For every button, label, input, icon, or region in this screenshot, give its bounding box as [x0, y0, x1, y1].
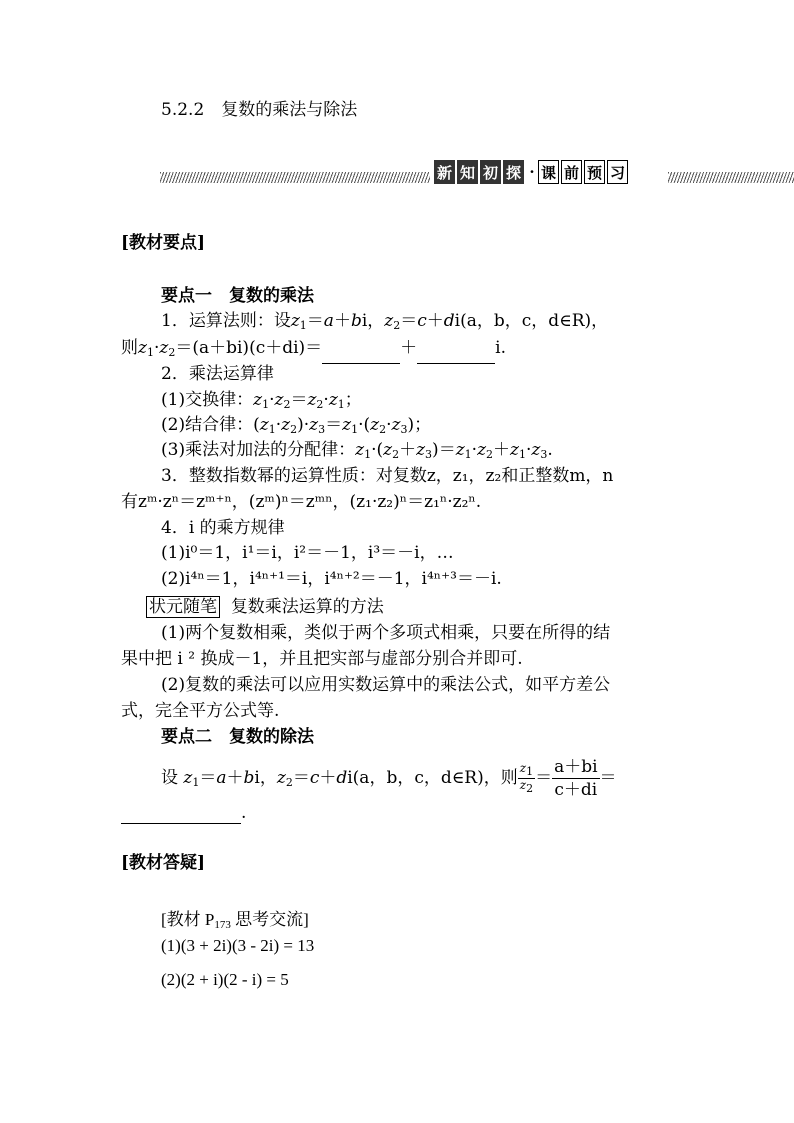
text: i: [254, 768, 260, 788]
tip-label: 状元随笔: [146, 596, 220, 618]
point-one-title: 要点一 复数的乘法: [161, 286, 314, 306]
text: d: [336, 768, 348, 788]
point-two-title: 要点二 复数的除法: [161, 727, 314, 747]
text: z: [309, 415, 319, 435]
text: z: [519, 778, 527, 792]
text: 2: [168, 346, 176, 359]
text: z: [307, 390, 317, 410]
text: b: [350, 311, 362, 331]
text: 1: [299, 319, 307, 332]
text: a: [216, 768, 227, 788]
text: c: [309, 768, 320, 788]
banner-separator: ·: [529, 163, 535, 181]
text: a: [323, 311, 334, 331]
text: z: [370, 415, 380, 435]
text: 1: [364, 448, 372, 461]
text: ＝: [292, 768, 310, 788]
text: z: [519, 761, 527, 775]
section-title: 5.2.2 复数的乘法与除法: [161, 100, 358, 120]
answer-1: (1)(3 + 2i)(3 ‑ 2i) = 13: [161, 936, 315, 955]
text: 2: [393, 319, 401, 332]
text: z: [342, 415, 352, 435]
section-banner: [434, 160, 630, 184]
text: ＝(a＋bi)(c＋di)＝: [175, 338, 323, 358]
text: z: [274, 390, 284, 410]
banner-char: 新: [434, 160, 455, 184]
power-of-i-line2: (2)i⁴ⁿ＝1，i⁴ⁿ⁺¹＝i，i⁴ⁿ⁺²＝－1，i⁴ⁿ⁺³＝－i.: [161, 569, 502, 589]
text: ＝: [400, 311, 418, 331]
banner-char: 预: [584, 160, 605, 184]
text: ＝: [438, 440, 456, 460]
text: 2: [283, 398, 291, 411]
division-line: [161, 756, 617, 801]
text: .: [241, 803, 247, 823]
banner-char: 前: [561, 160, 582, 184]
text: z: [290, 311, 300, 331]
tip-title: 复数乘法运算的方法: [230, 597, 384, 617]
text: z: [355, 440, 365, 460]
distributive-law: (3)乘法对加法的分配律：$z_1\cdot(z_2+z_3)=z_1\cdot z_2+z_1\cdot z_3$.: [161, 440, 553, 461]
text: ＋: [426, 311, 444, 331]
text: ＋: [333, 311, 351, 331]
text: z: [384, 311, 394, 331]
fraction-z1-z2: [518, 762, 535, 795]
text: 1: [262, 398, 270, 411]
text: 1: [526, 765, 534, 778]
banner-char: 习: [607, 160, 628, 184]
text: 2: [526, 782, 534, 795]
text: 1: [519, 448, 526, 461]
text: z: [259, 415, 269, 435]
text: ＋: [226, 768, 244, 788]
text: z: [138, 338, 147, 358]
text: b: [243, 768, 255, 788]
tip-text-1b: 果中把 i ² 换成－1，并且把实部与虚部分别合并即可.: [121, 649, 523, 669]
answer-2: (2)(2 + i)(2 ‑ i) = 5: [161, 970, 289, 989]
text: z: [477, 440, 487, 460]
text: ＝: [199, 768, 217, 788]
laws-title: 2．乘法运算律: [161, 364, 274, 384]
text: 1: [146, 346, 154, 359]
text: ＋: [400, 338, 418, 358]
text: 3: [425, 448, 433, 461]
text: ＋: [399, 440, 417, 460]
text: 2: [379, 423, 387, 436]
text: 思考交流]: [230, 910, 309, 929]
text: 1: [464, 448, 472, 461]
text: 2: [486, 448, 494, 461]
text: 则: [500, 768, 518, 788]
text: ＝: [535, 768, 553, 788]
text: 1: [268, 423, 276, 436]
banner-char: 知: [457, 160, 478, 184]
text: ，: [259, 768, 277, 788]
text: z: [531, 440, 541, 460]
text: 3: [540, 448, 548, 461]
text: z: [455, 440, 465, 460]
text: 2: [290, 423, 298, 436]
exponent-rule-line1: 3．整数指数幂的运算性质：对复数z，z₁，z₂和正整数m，n: [161, 466, 614, 486]
text: 2: [285, 776, 293, 789]
section-heading-points: [教材要点]: [121, 233, 206, 253]
power-of-i-title: 4．i 的乘方规律: [161, 518, 285, 538]
text: ＝: [290, 390, 308, 410]
text: ＋: [319, 768, 337, 788]
fraction-denominator: c＋di: [554, 780, 598, 800]
text: 1: [337, 398, 345, 411]
textbook-reference: [161, 905, 309, 931]
text: ，: [367, 311, 385, 331]
tip-heading: [146, 596, 384, 618]
text: 设: [161, 768, 178, 788]
fraction-numerator: a＋bi: [554, 757, 598, 777]
commutative-law: (1)交换律：$z_1\cdot z_2=z_2\cdot z_1$；: [161, 390, 362, 411]
text: (3)乘法对加法的分配律：: [161, 440, 356, 460]
text: z: [183, 768, 193, 788]
text: [教材 P: [161, 910, 215, 929]
text: z: [391, 415, 401, 435]
associative-law: (2)结合律：$(z_1\cdot z_2)\cdot z_3=z_1\cdot(z_2\cdot z_3)$；: [161, 415, 432, 436]
text: z: [159, 338, 169, 358]
text: 2: [316, 398, 324, 411]
text: z: [276, 768, 286, 788]
text: 3: [318, 423, 326, 436]
answer-blank[interactable]: [322, 348, 400, 364]
banner-char: 课: [538, 160, 559, 184]
text: 3: [400, 423, 408, 436]
power-of-i-line1: (1)i⁰＝1，i¹＝i，i²＝－1，i³＝－i，…: [161, 543, 454, 563]
exponent-rule-line2: 有zᵐ·zⁿ＝zᵐ⁺ⁿ，(zᵐ)ⁿ＝zᵐⁿ，(z₁·z₂)ⁿ＝z₁ⁿ·z₂ⁿ.: [121, 492, 482, 512]
answer-blank[interactable]: [121, 808, 241, 824]
banner-char: 初: [480, 160, 501, 184]
text: 则: [121, 338, 138, 358]
text: d: [443, 311, 455, 331]
text: 2: [392, 448, 400, 461]
text: (1)交换律：: [161, 390, 254, 410]
text: ＝: [599, 768, 617, 788]
text: (2)结合律：: [161, 415, 254, 435]
text: 1: [192, 776, 200, 789]
text: z: [383, 440, 393, 460]
text: 173: [214, 919, 231, 931]
fraction-expression: [552, 756, 599, 801]
tip-text-1a: (1)两个复数相乘，类似于两个多项式相乘，只要在所得的结: [161, 623, 611, 643]
hatch-right: [668, 172, 794, 183]
text: 1．运算法则：设: [161, 311, 291, 331]
text: z: [416, 440, 426, 460]
text: i(a，b，c，d∈R)，: [347, 768, 501, 788]
text: z: [281, 415, 291, 435]
text: z: [328, 390, 338, 410]
mult-rule-line: [161, 310, 608, 337]
text: ＝: [325, 415, 343, 435]
text: i: [361, 311, 368, 331]
text: c: [417, 311, 427, 331]
hatch-left: [160, 172, 430, 183]
text: i(a，b，c，d∈R)，: [454, 311, 609, 331]
text: z: [510, 440, 519, 460]
text: z: [253, 390, 263, 410]
section-heading-answers: [教材答疑]: [121, 853, 206, 873]
text: ＝: [306, 311, 324, 331]
tip-text-2b: 式，完全平方公式等.: [121, 701, 280, 721]
banner-char: 探: [503, 160, 524, 184]
text: 1: [351, 423, 359, 436]
text: i.: [495, 338, 507, 358]
division-answer-line: [121, 802, 246, 824]
tip-text-2a: (2)复数的乘法可以应用实数运算中的乘法公式，如平方差公: [161, 675, 611, 695]
text: ＋: [493, 440, 511, 460]
mult-product-line: 则$z_1\cdot z_2=(a+bi)(c+di)= + i$.: [121, 337, 506, 364]
answer-blank[interactable]: [417, 348, 495, 364]
